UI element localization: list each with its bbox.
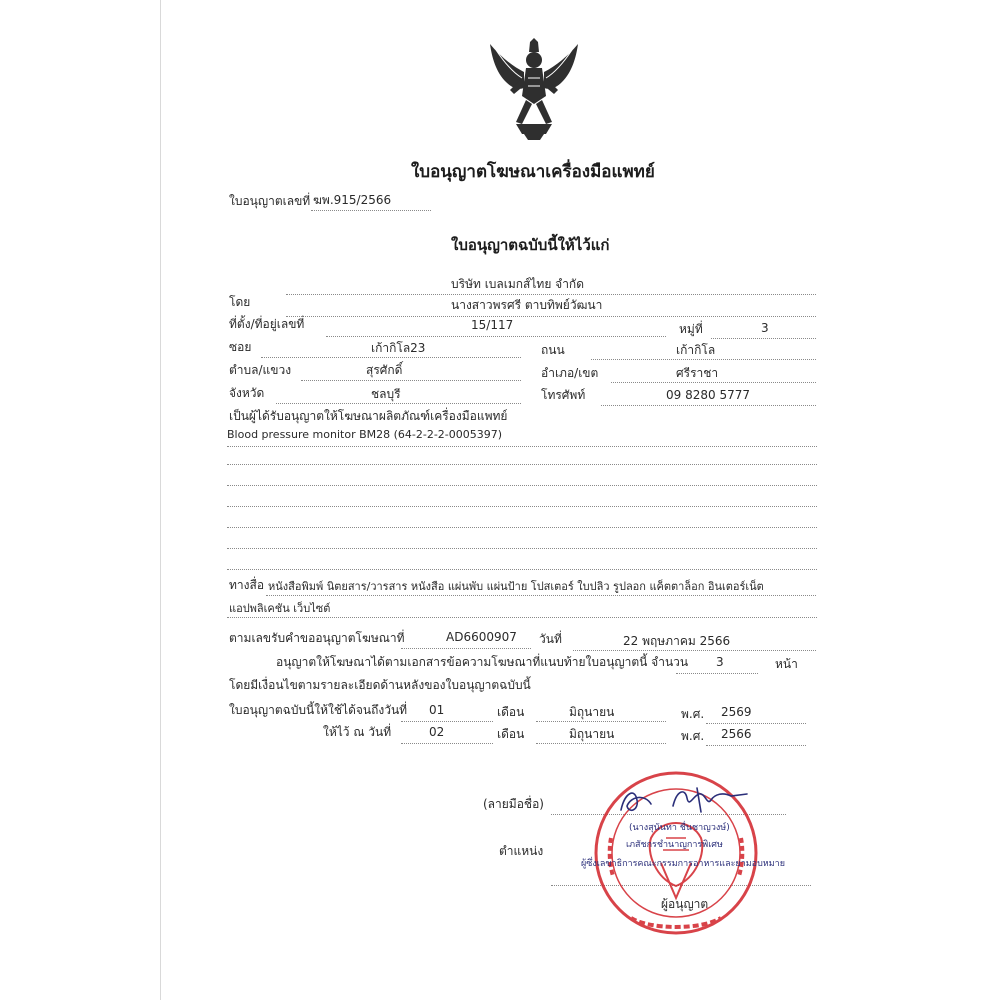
valid-year: 2569 bbox=[721, 705, 752, 719]
soi-value: เก้ากิโล23 bbox=[371, 341, 426, 355]
dotted-line bbox=[227, 527, 817, 528]
issued-year: 2566 bbox=[721, 727, 752, 741]
phone-value: 09 8280 5777 bbox=[666, 388, 750, 402]
position-label: ตำแหน่ง bbox=[499, 844, 544, 858]
dotted-line bbox=[676, 673, 758, 674]
dotted-line bbox=[276, 403, 521, 404]
dotted-line bbox=[706, 723, 806, 724]
request-number: AD6600907 bbox=[446, 630, 517, 644]
dotted-line bbox=[611, 382, 816, 383]
media-label: ทางสื่อ bbox=[229, 578, 265, 592]
address-label: ที่ตั้ง/ที่อยู่เลขที่ bbox=[229, 317, 305, 331]
dotted-line bbox=[227, 569, 817, 570]
dotted-line bbox=[536, 743, 666, 744]
issued-to-heading: ใบอนุญาตฉบับนี้ให้ไว้แก่ bbox=[451, 236, 610, 254]
permit-text: อนุญาตให้โฆษณาได้ตามเอกสารข้อความโฆษณาที่แนบท้ายใบอนุญาตนี้ จำนวน bbox=[276, 655, 689, 669]
dotted-line bbox=[227, 548, 817, 549]
signer-title-1: เภสัชกรชำนาญการพิเศษ bbox=[626, 840, 723, 850]
dotted-line bbox=[266, 595, 816, 596]
road-value: เก้ากิโล bbox=[676, 343, 716, 357]
subdistrict-label: ตำบล/แขวง bbox=[229, 363, 292, 377]
issued-year-label: พ.ศ. bbox=[681, 729, 705, 743]
dotted-line bbox=[601, 405, 816, 406]
license-number: ฆพ.915/2566 bbox=[313, 193, 392, 207]
dotted-line bbox=[286, 316, 816, 317]
representative-name: นางสาวพรศรี ตาบทิพย์วัฒนา bbox=[451, 298, 603, 312]
valid-day: 01 bbox=[429, 703, 445, 717]
signer-name: (นางสุนันทา ชื่นชาญวงษ์) bbox=[629, 823, 730, 833]
licensed-for-label: เป็นผู้ได้รับอนุญาตให้โฆษณาผลิตภัณฑ์เครื่องมือแพทย์ bbox=[229, 409, 508, 423]
by-label: โดย bbox=[229, 295, 251, 309]
issued-month: มิถุนายน bbox=[569, 727, 615, 741]
signer-title-2: ผู้ซึ่งเลขาธิการคณะกรรมการอาหารและยามอบหมาย bbox=[581, 859, 785, 869]
authority-label: ผู้อนุญาต bbox=[661, 897, 709, 911]
province-label: จังหวัด bbox=[229, 386, 265, 400]
request-date-label: วันที่ bbox=[539, 632, 562, 646]
dotted-line bbox=[706, 745, 806, 746]
moo-value: 3 bbox=[761, 321, 769, 335]
conditions-text: โดยมีเงื่อนไขตามรายละเอียดด้านหลังของใบอนุญาตฉบับนี้ bbox=[229, 678, 531, 692]
dotted-line bbox=[227, 446, 817, 447]
valid-year-label: พ.ศ. bbox=[681, 707, 705, 721]
license-number-label: ใบอนุญาตเลขที่ bbox=[229, 194, 311, 208]
dotted-line bbox=[227, 464, 817, 465]
valid-month: มิถุนายน bbox=[569, 705, 615, 719]
district-label: อำเภอ/เขต bbox=[541, 366, 599, 380]
dotted-line bbox=[286, 294, 816, 295]
dotted-line bbox=[591, 359, 816, 360]
soi-label: ซอย bbox=[229, 340, 252, 354]
dotted-line bbox=[401, 743, 493, 744]
dotted-line bbox=[401, 648, 531, 649]
request-label: ตามเลขรับคำขออนุญาตโฆษณาที่ bbox=[229, 631, 405, 645]
dotted-line bbox=[711, 338, 816, 339]
media-line-1: หนังสือพิมพ์ นิตยสาร/วารสาร หนังสือ แผ่นพับ แผ่นป้าย โปสเตอร์ ใบปลิว รูปลอก แค็ตตาล็อก อินเตอร์เน็ต bbox=[268, 580, 764, 593]
handwritten-signature-icon bbox=[611, 782, 751, 822]
request-date: 22 พฤษภาคม 2566 bbox=[623, 634, 731, 648]
valid-month-label: เดือน bbox=[497, 705, 525, 719]
dotted-line bbox=[227, 506, 817, 507]
dotted-line bbox=[301, 380, 521, 381]
issued-month-label: เดือน bbox=[497, 727, 525, 741]
license-document bbox=[160, 0, 1000, 1000]
province-value: ชลบุรี bbox=[371, 387, 401, 401]
dotted-line bbox=[536, 721, 666, 722]
dotted-line bbox=[326, 336, 666, 337]
document-title: ใบอนุญาตโฆษณาเครื่องมือแพทย์ bbox=[411, 162, 655, 182]
valid-until-label: ใบอนุญาตฉบับนี้ให้ใช้ได้จนถึงวันที่ bbox=[229, 703, 408, 717]
pages-count: 3 bbox=[716, 655, 724, 669]
garuda-emblem-icon bbox=[486, 38, 582, 142]
dotted-line bbox=[311, 210, 431, 211]
product-name: Blood pressure monitor BM28 (64-2-2-2-0005397) bbox=[227, 428, 503, 441]
subdistrict-value: สุรศักดิ์ bbox=[366, 363, 403, 377]
issued-date-label: ให้ไว้ ณ วันที่ bbox=[323, 725, 392, 739]
moo-label: หมู่ที่ bbox=[679, 322, 703, 336]
district-value: ศรีราชา bbox=[676, 366, 719, 380]
media-line-2: แอปพลิเคชัน เว็บไซต์ bbox=[229, 602, 331, 615]
dotted-line bbox=[227, 617, 817, 618]
signature-label: (ลายมือชื่อ) bbox=[483, 797, 544, 811]
issued-day: 02 bbox=[429, 725, 445, 739]
dotted-line bbox=[401, 721, 493, 722]
dotted-line bbox=[573, 650, 816, 651]
dotted-line bbox=[227, 485, 817, 486]
address-number: 15/117 bbox=[471, 318, 514, 332]
company-name: บริษัท เบลเมกส์ไทย จำกัด bbox=[451, 277, 584, 291]
phone-label: โทรศัพท์ bbox=[541, 388, 586, 402]
dotted-line bbox=[261, 357, 521, 358]
road-label: ถนน bbox=[541, 343, 565, 357]
pages-unit: หน้า bbox=[775, 657, 798, 671]
